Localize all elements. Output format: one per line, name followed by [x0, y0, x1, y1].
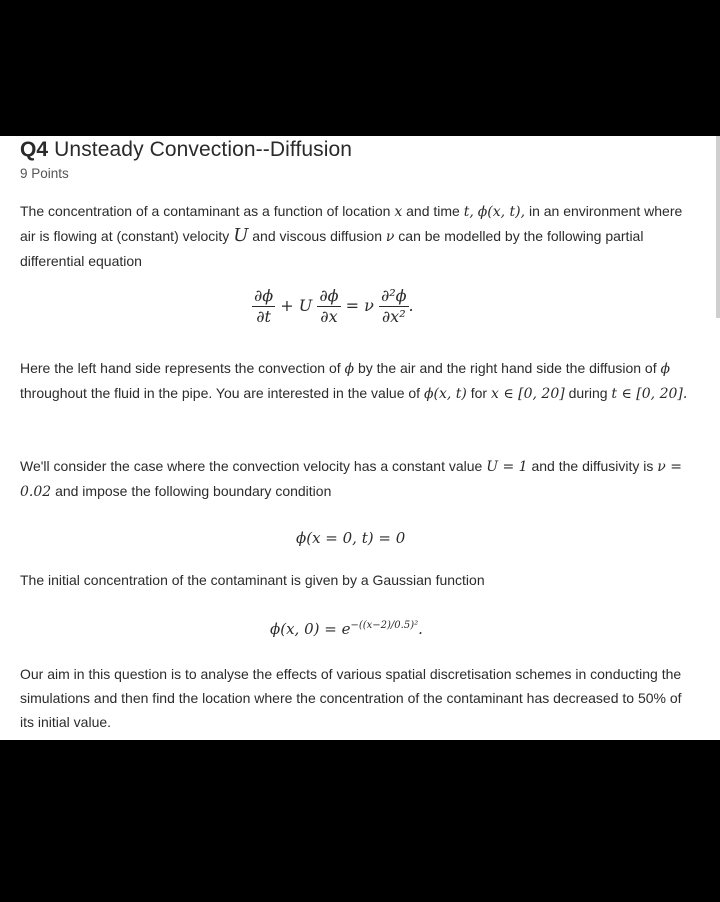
pde-dot: .	[408, 296, 414, 315]
intro-text-6: can be	[398, 228, 441, 244]
intro-text-7: modelled by the following partial differential equation	[20, 228, 644, 269]
frac-dphi-dt	[252, 286, 275, 327]
p2-text-2: by the air and the right hand side the	[357, 360, 586, 376]
question-card	[0, 136, 720, 740]
p2-text-3: diffusion of	[589, 360, 657, 376]
top-black-bar	[0, 0, 720, 136]
math-t-domain: t ∈ [0, 20].	[611, 386, 688, 402]
pde-equation	[252, 286, 414, 327]
intro-text-2: and time	[406, 203, 460, 219]
pde-num-3: ∂²ϕ	[380, 286, 407, 305]
question-title	[20, 138, 352, 162]
intro-paragraph: The concentration of a contaminant as a function of location x and time t, ϕ(x, t), in an environment where air is flowing at (constant) velocity U and viscous diffusion ν can be modelled by the following partial differential equation	[20, 203, 683, 269]
math-U: U	[233, 225, 249, 246]
math-phi-xt: ϕ(x, t),	[477, 204, 526, 220]
frac-dphi-dx	[317, 286, 340, 327]
p3-text-3: diffusivity is	[582, 458, 654, 474]
pde-num-2: ∂ϕ	[319, 286, 339, 305]
paragraph-4: The initial concentration of the contaminant is given by a Gaussian function	[20, 572, 485, 588]
initial-condition	[270, 620, 423, 638]
ic-lhs: ϕ(x, 0) = e	[270, 620, 351, 638]
p2-text-1: Here the left hand side represents the convection of	[20, 360, 341, 376]
pde-num-1: ∂ϕ	[254, 286, 274, 305]
pde-equals: = ν	[345, 296, 374, 315]
math-t: t	[463, 204, 470, 220]
ic-exponent: −((x−2)/0.5)²	[350, 620, 419, 631]
intro-text-4: environment where air is flowing at (constant) velocity	[20, 203, 683, 244]
p2-text-5: for	[470, 385, 488, 401]
math-phi-xt-2: ϕ(x, t)	[423, 386, 467, 402]
pde-den-1: ∂t	[256, 307, 271, 326]
math-phi-1: ϕ	[344, 361, 355, 377]
p2-text-6: during	[568, 385, 608, 401]
pde-plus: + U	[280, 296, 313, 315]
math-U-eq: U = 1	[486, 459, 528, 475]
frac-d2phi-dx2	[379, 286, 409, 327]
math-nu: ν	[385, 229, 395, 245]
question-title-text: Unsteady Convection--Diffusion	[54, 138, 353, 161]
paragraph-5: Our aim in this question is to analyse the effects of various spatial discretisation schemes in conducting the simulations and then find the location where the concentration of the contaminant has decreased to 50% of its initial value.	[20, 666, 682, 730]
math-phi-2: ϕ	[660, 361, 671, 377]
boundary-condition: ϕ(x = 0, t) = 0	[296, 529, 406, 547]
scrollbar[interactable]	[716, 136, 720, 318]
question-number: Q4	[20, 138, 49, 161]
question-points: 9 Points	[20, 166, 69, 181]
ic-dot: .	[418, 620, 423, 638]
bottom-black-bar	[0, 740, 720, 902]
intro-text-5: and viscous diffusion	[252, 228, 382, 244]
paragraph-2	[20, 356, 690, 406]
pde-den-3: ∂x²	[381, 307, 406, 326]
math-nu-eq: ν = 0.02	[20, 459, 682, 500]
p3-text-1: We'll consider the case where the convection velocity has a constant value	[20, 458, 483, 474]
intro-text-3: in an	[528, 203, 560, 219]
pde-den-2: ∂x	[320, 307, 338, 326]
math-x-domain: x ∈ [0, 20]	[490, 386, 565, 402]
p3-text-4: and impose the following boundary condition	[55, 483, 332, 499]
math-x: x	[394, 204, 403, 220]
paragraph-3	[20, 454, 690, 504]
p2-text-4: throughout the fluid in the pipe. You are interested in the value of	[20, 385, 421, 401]
p3-text-2: and the	[531, 458, 579, 474]
intro-text-1: The concentration of a contaminant as a function of location	[20, 203, 391, 219]
